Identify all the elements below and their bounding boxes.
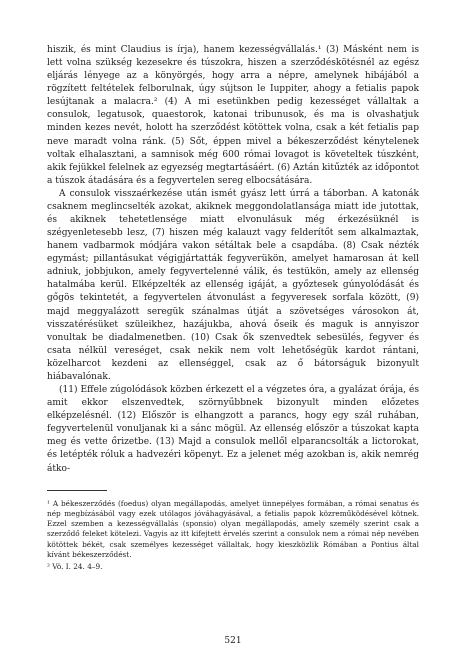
paragraph-3: (11) Effele zúgolódások közben érkezett el a végzetes óra, a gyalázat órája, és amit ekkor elszenvedtek, szörnyűbbnek bizonyult minden előzetes elképzelésnél. (12) Először is elhangzott a parancs, hogy egy szál ruhában, fegyvertelenül vonuljanak ki a sánc mögül. Az ellenség először a túszokat kapta meg és vette őrizetbe. (13) Majd a consulok mellől elparancsolták a lictorokat, és letépték róluk a hadvezéri köpenyt. Ez a jelenet még azokban is, akik nemrég átko- [47, 385, 419, 474]
footnote-separator [47, 490, 107, 491]
footnote-2: ² Vö. I. 24. 4–9. [47, 562, 103, 572]
paragraph-1: hiszik, és mint Claudius is írja), hanem kezességvállalás.¹ (3) Másként nem is lett volna szükség kezesekre és túszokra, hiszen a szerződéskötésnél az egész eljárás lényege az a könyörgés, hogy arra a népre, amelynek hibájából a rögzített feltételek felborulnak, úgy sújtson le Iuppiter, ahogy a fetialis papok lesújtanak a malacra.² (4) A mi esetünkben pedig kezességet vállaltak a consulok, legatusok, quaestorok, katonai tribunusok, és ma is olvashatjuk minden kezes nevét, holott ha szerződést kötöttek volna, csak a két fetialis pap neve maradt volna ránk. (5) Sőt, éppen mivel a békeszerződést kénytelenek voltak elhalasztani, a samnisok még 600 római lovagot is követeltek túszként, akik fejükkel felelnek az egyezség megtartásáért. (6) Aztán kitűzték az időpontot a túszok átadására és a fegyvertelen sereg elbocsátására. [47, 45, 419, 186]
footnote-1: ¹ A békeszerződés (foedus) olyan megállapodás, amelyet ünnepélyes formában, a római senatus és nép megbízásából vagy ezek utólagos jóváhagyásával, a fetialis papok közreműködésével kötnek. Ezzel szemben a kezességvállalás (sponsio) olyan megállapodás, amely személy szerint csak a szerződő feleket kötelezi. Vagyis az itt kifejtett érvelés szerint a consulok nem a római nép nevében kötöttek békét, csak személyes kezességet vállaltak, hogy kieszközlik Rómában a Pontius által kívánt békeszerződést. [47, 498, 419, 560]
page-number: 521 [224, 636, 242, 646]
main-text [47, 44, 419, 476]
footnotes [47, 499, 419, 573]
paragraph-2: A consulok visszaérkezése után ismét gyász lett úrrá a táborban. A katonák csaknem meglincselték azokat, akiknek meggondolatlansága miatt ide jutottak, és akiknek tehetetlensége miatt elvonulásuk még érkezésüknél is szégyenletesebb lesz, (7) hiszen még kalauzt vagy felderítőt sem alkalmaztak, hanem vadbarmok módjára vakon sétáltak bele a csapdába. (8) Csak nézték egymást; pillantásukat végigjártatták fegyverükön, amelyet hamarosan át kell adniuk, jobbjukon, amely fegyvertelenné válik, és testükön, amely az ellenség hatalmába kerül. Elképzelték az ellenség igáját, a győztesek gúnyolódását és gőgös tekintetét, a fegyvertelen átvonulást a fegyveresek sorfala között, (9) majd meggyalázott seregük szánalmas útját a szövetséges városokon át, visszatérésüket szüleikhez, hazájukba, ahová őseik és maguk is annyiszor vonultak be diadalmenetben. (10) Csak ők szenvedtek sebesülés, fegyver és csata nélkül vereséget, csak nekik nem volt lehetőségük kardot rántani, közelharcot kezdeni az ellenséggel, csak az ő bátorságuk bizonyult hiábavalónak. [47, 188, 419, 382]
